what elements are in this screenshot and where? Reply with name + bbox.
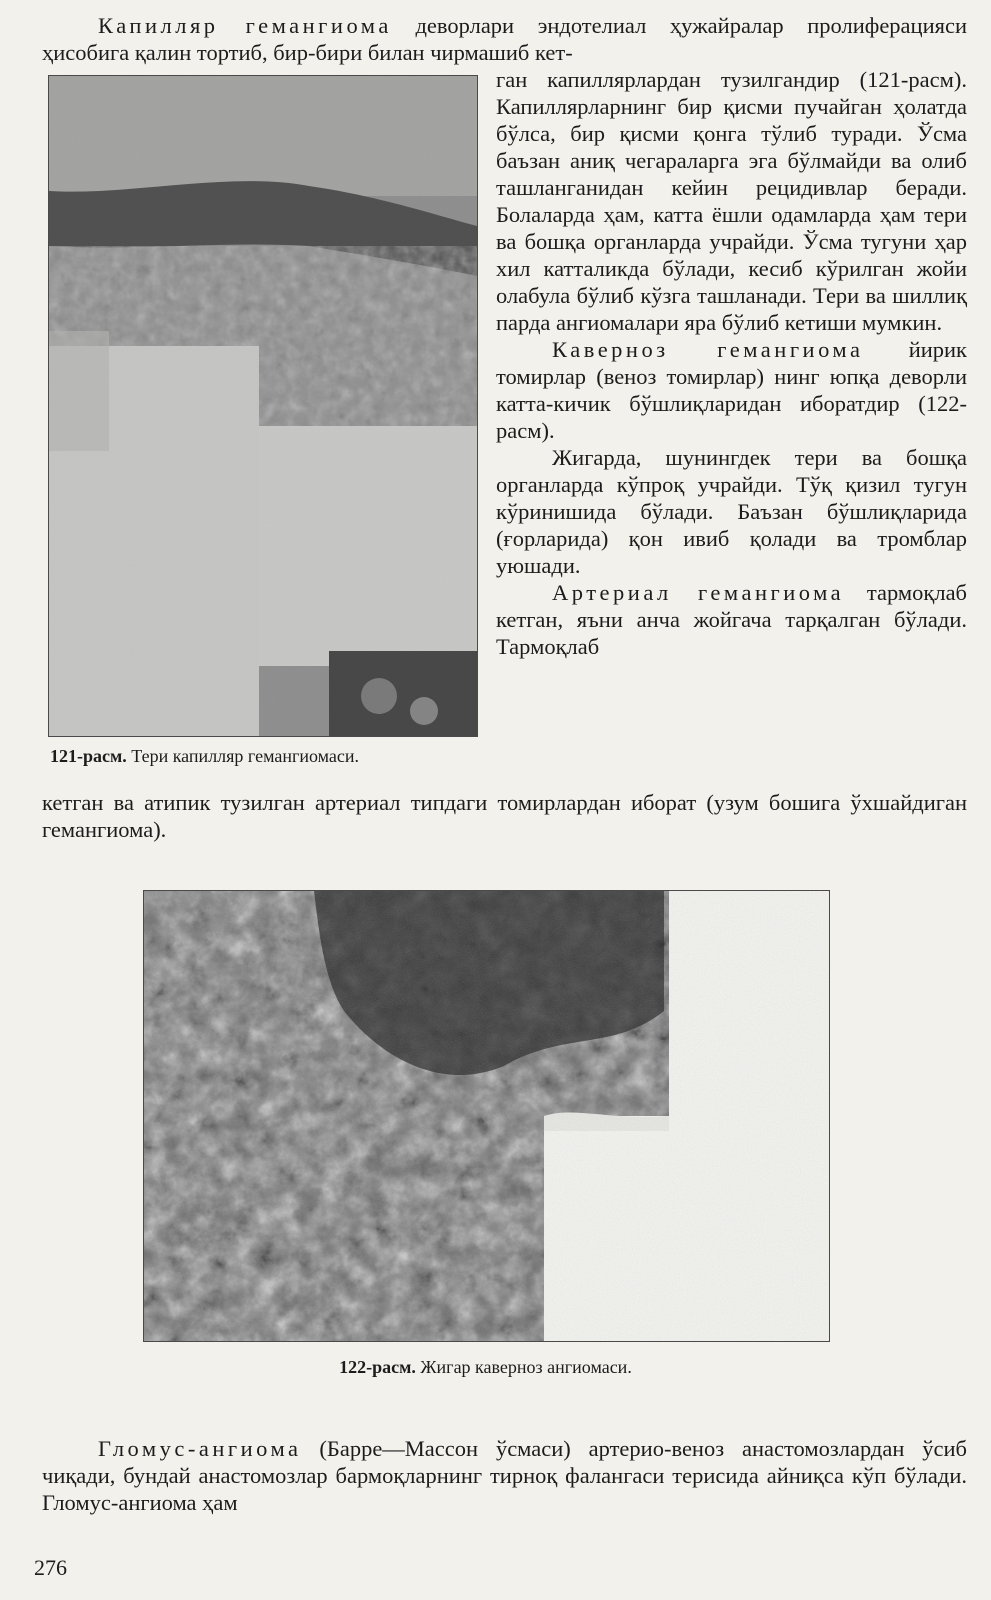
arterial-paragraph — [496, 579, 967, 660]
glomus-text: (Барре—Массон ўсмаси) артерио-веноз анастомозлардан ўсиб чиқади, бундай анастомозлар бармоқларнинг тирноқ фалангаси терисида айниқса кўп бўлади. Гломус-ангиома ҳам — [42, 1436, 967, 1515]
capillary-text: деворлари эндотелиал ҳужайралар пролиферацияси ҳисобига қалин тортиб, бир-бири билан чирмашиб кет- — [42, 13, 967, 65]
arterial-text: тармоқлаб кетган, яъни анча жойгача тарқалган бўлади. Тармоқлаб — [496, 580, 967, 659]
liver-paragraph: Жигарда, шунингдек тери ва бошқа органларда кўпроқ учрайди. Тўқ қизил тугун кўринишида бўлади. Баъзан бўшлиқларида (ғорларида) қон ивиб қолади ва тромблар уюшади. — [496, 445, 967, 578]
cavernous-text: йирик томирлар (веноз томирлар) нинг юпқа деворли катта-кичик бўшлиқларидан иборатдир (122-расм). — [496, 337, 967, 443]
figure-122-caption — [143, 1356, 828, 1378]
capillary-paragraph — [42, 12, 967, 66]
term-glomus: Гломус-ангиома — [98, 1436, 302, 1461]
arterial-tail-block — [42, 789, 967, 843]
figure-122-photo — [143, 890, 830, 1342]
term-cavernous: Кавернoз гемангиома — [552, 337, 864, 362]
figure-121-caption-text: Тери капилляр гемангиомаси. — [126, 746, 360, 766]
right-column-text — [496, 66, 967, 660]
page-number: 276 — [34, 1555, 67, 1580]
figure-122-caption-text: Жигар каверноз ангиомаси. — [415, 1357, 632, 1377]
figure-121-photo — [48, 75, 478, 737]
arterial-tail: кетган ва атипик тузилган артериал типдаги томирлардан иборат (узум бошига ўхшайдиган гемангиома). — [42, 790, 967, 842]
figure-121-number: 121-расм. — [50, 746, 127, 766]
term-arterial: Артериал гемангиома — [552, 580, 845, 605]
figure-121-caption — [50, 745, 480, 767]
figure-122-number: 122-расм. — [339, 1357, 416, 1377]
cavernous-paragraph — [496, 336, 967, 444]
glomus-paragraph — [42, 1435, 967, 1516]
term-capillary: Капилляр гемангиома — [98, 13, 392, 38]
capillary-continuation: ган капиллярлардан тузилгандир (121-расм). Капиллярларнинг бир қисми пучайган ҳолатда бўлса, бир қисми қонга тўлиб туради. Ўсма баъзан аниқ чегараларга эга бўлмайди ва олиб ташланганидан кейин рецидивлар беради. Болаларда ҳам, катта ёшли одамларда ҳам тери ва бошқа органларда учрайди. Ўсма тугуни ҳар хил катталикда бўлади, кесиб кўрилган жойи олабула бўлиб кўзга ташланади. Тери ва шиллиқ парда ангиомалари яра бўлиб кетиши мумкин. — [496, 67, 967, 335]
